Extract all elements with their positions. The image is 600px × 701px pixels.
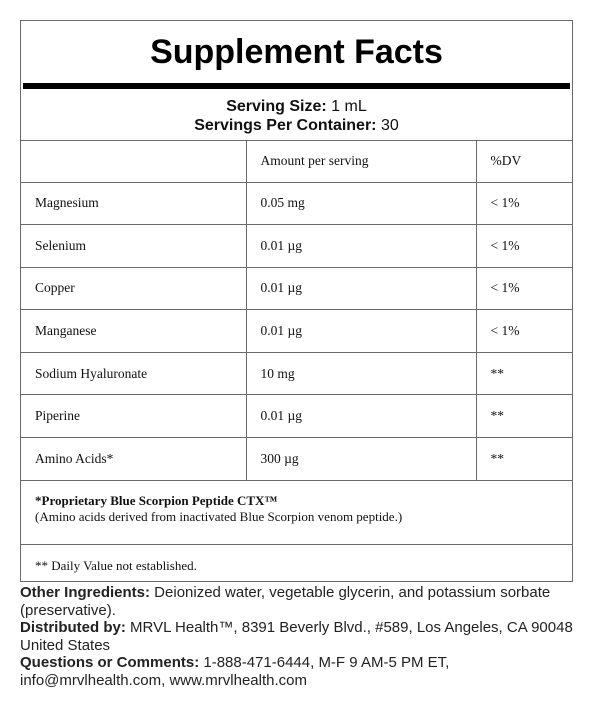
servings-per-container-label: Servings Per Container: — [194, 117, 377, 134]
panel-title: Supplement Facts — [150, 32, 443, 71]
supplement-facts-panel — [20, 20, 573, 582]
nutrient-amount: 0.05 mg — [246, 182, 476, 225]
table-row — [21, 438, 572, 481]
servings-per-container-value: 30 — [380, 117, 399, 134]
nutrient-name: Magnesium — [21, 182, 246, 225]
nutrient-dv: < 1% — [476, 310, 572, 353]
other-ingredients-text: Deionized water, vegetable glycerin, and potassium sorbate (preservative). — [20, 584, 551, 619]
table-row — [21, 352, 572, 395]
other-ingredients — [20, 584, 580, 619]
nutrient-dv: < 1% — [476, 182, 572, 225]
nutrient-name: Sodium Hyaluronate — [21, 352, 246, 395]
serving-info — [21, 89, 572, 141]
nutrient-dv: < 1% — [476, 267, 572, 310]
proprietary-blend-title: *Proprietary Blue Scorpion Peptide CTX™ — [35, 492, 278, 508]
table-row — [21, 395, 572, 438]
distributed-by-text: MRVL Health™, 8391 Beverly Blvd., #589, Los Angeles, CA 90048 United States — [20, 619, 573, 654]
nutrient-name: Amino Acids* — [21, 438, 246, 481]
table-row — [21, 267, 572, 310]
other-ingredients-label: Other Ingredients: — [20, 584, 151, 601]
daily-value-note: ** Daily Value not established. — [35, 557, 197, 573]
questions-text: 1-888-471-6444, M-F 9 AM-5 PM ET, info@mrvlhealth.com, www.mrvlhealth.com — [20, 654, 450, 689]
table-row — [21, 225, 572, 268]
product-info — [20, 584, 580, 689]
nutrient-amount: 0.01 µg — [246, 267, 476, 310]
nutrient-name: Piperine — [21, 395, 246, 438]
nutrient-dv: ** — [476, 438, 572, 481]
header-dv: %DV — [476, 141, 572, 182]
questions-comments — [20, 654, 580, 689]
nutrient-dv: < 1% — [476, 225, 572, 268]
table-row — [21, 182, 572, 225]
nutrient-name: Manganese — [21, 310, 246, 353]
nutrient-name: Selenium — [21, 225, 246, 268]
header-name — [21, 141, 246, 182]
distributed-by-label: Distributed by: — [20, 619, 126, 636]
distributed-by — [20, 619, 580, 654]
nutrient-amount: 0.01 µg — [246, 395, 476, 438]
nutrient-amount: 0.01 µg — [246, 225, 476, 268]
nutrient-dv: ** — [476, 395, 572, 438]
proprietary-blend-description: (Amino acids derived from inactivated Blue Scorpion venom peptide.) — [35, 508, 403, 524]
serving-size-line — [21, 97, 572, 116]
proprietary-blend-note — [21, 481, 572, 545]
serving-size-value: 1 mL — [331, 98, 367, 115]
serving-size-label: Serving Size: — [226, 98, 327, 115]
nutrient-amount: 10 mg — [246, 352, 476, 395]
servings-per-container-line — [21, 116, 572, 135]
nutrient-name: Copper — [21, 267, 246, 310]
nutrient-amount: 300 µg — [246, 438, 476, 481]
facts-table — [21, 141, 572, 481]
table-header-row — [21, 141, 572, 182]
table-row — [21, 310, 572, 353]
nutrient-amount: 0.01 µg — [246, 310, 476, 353]
nutrient-dv: ** — [476, 352, 572, 395]
header-amount: Amount per serving — [246, 141, 476, 182]
questions-label: Questions or Comments: — [20, 654, 200, 671]
